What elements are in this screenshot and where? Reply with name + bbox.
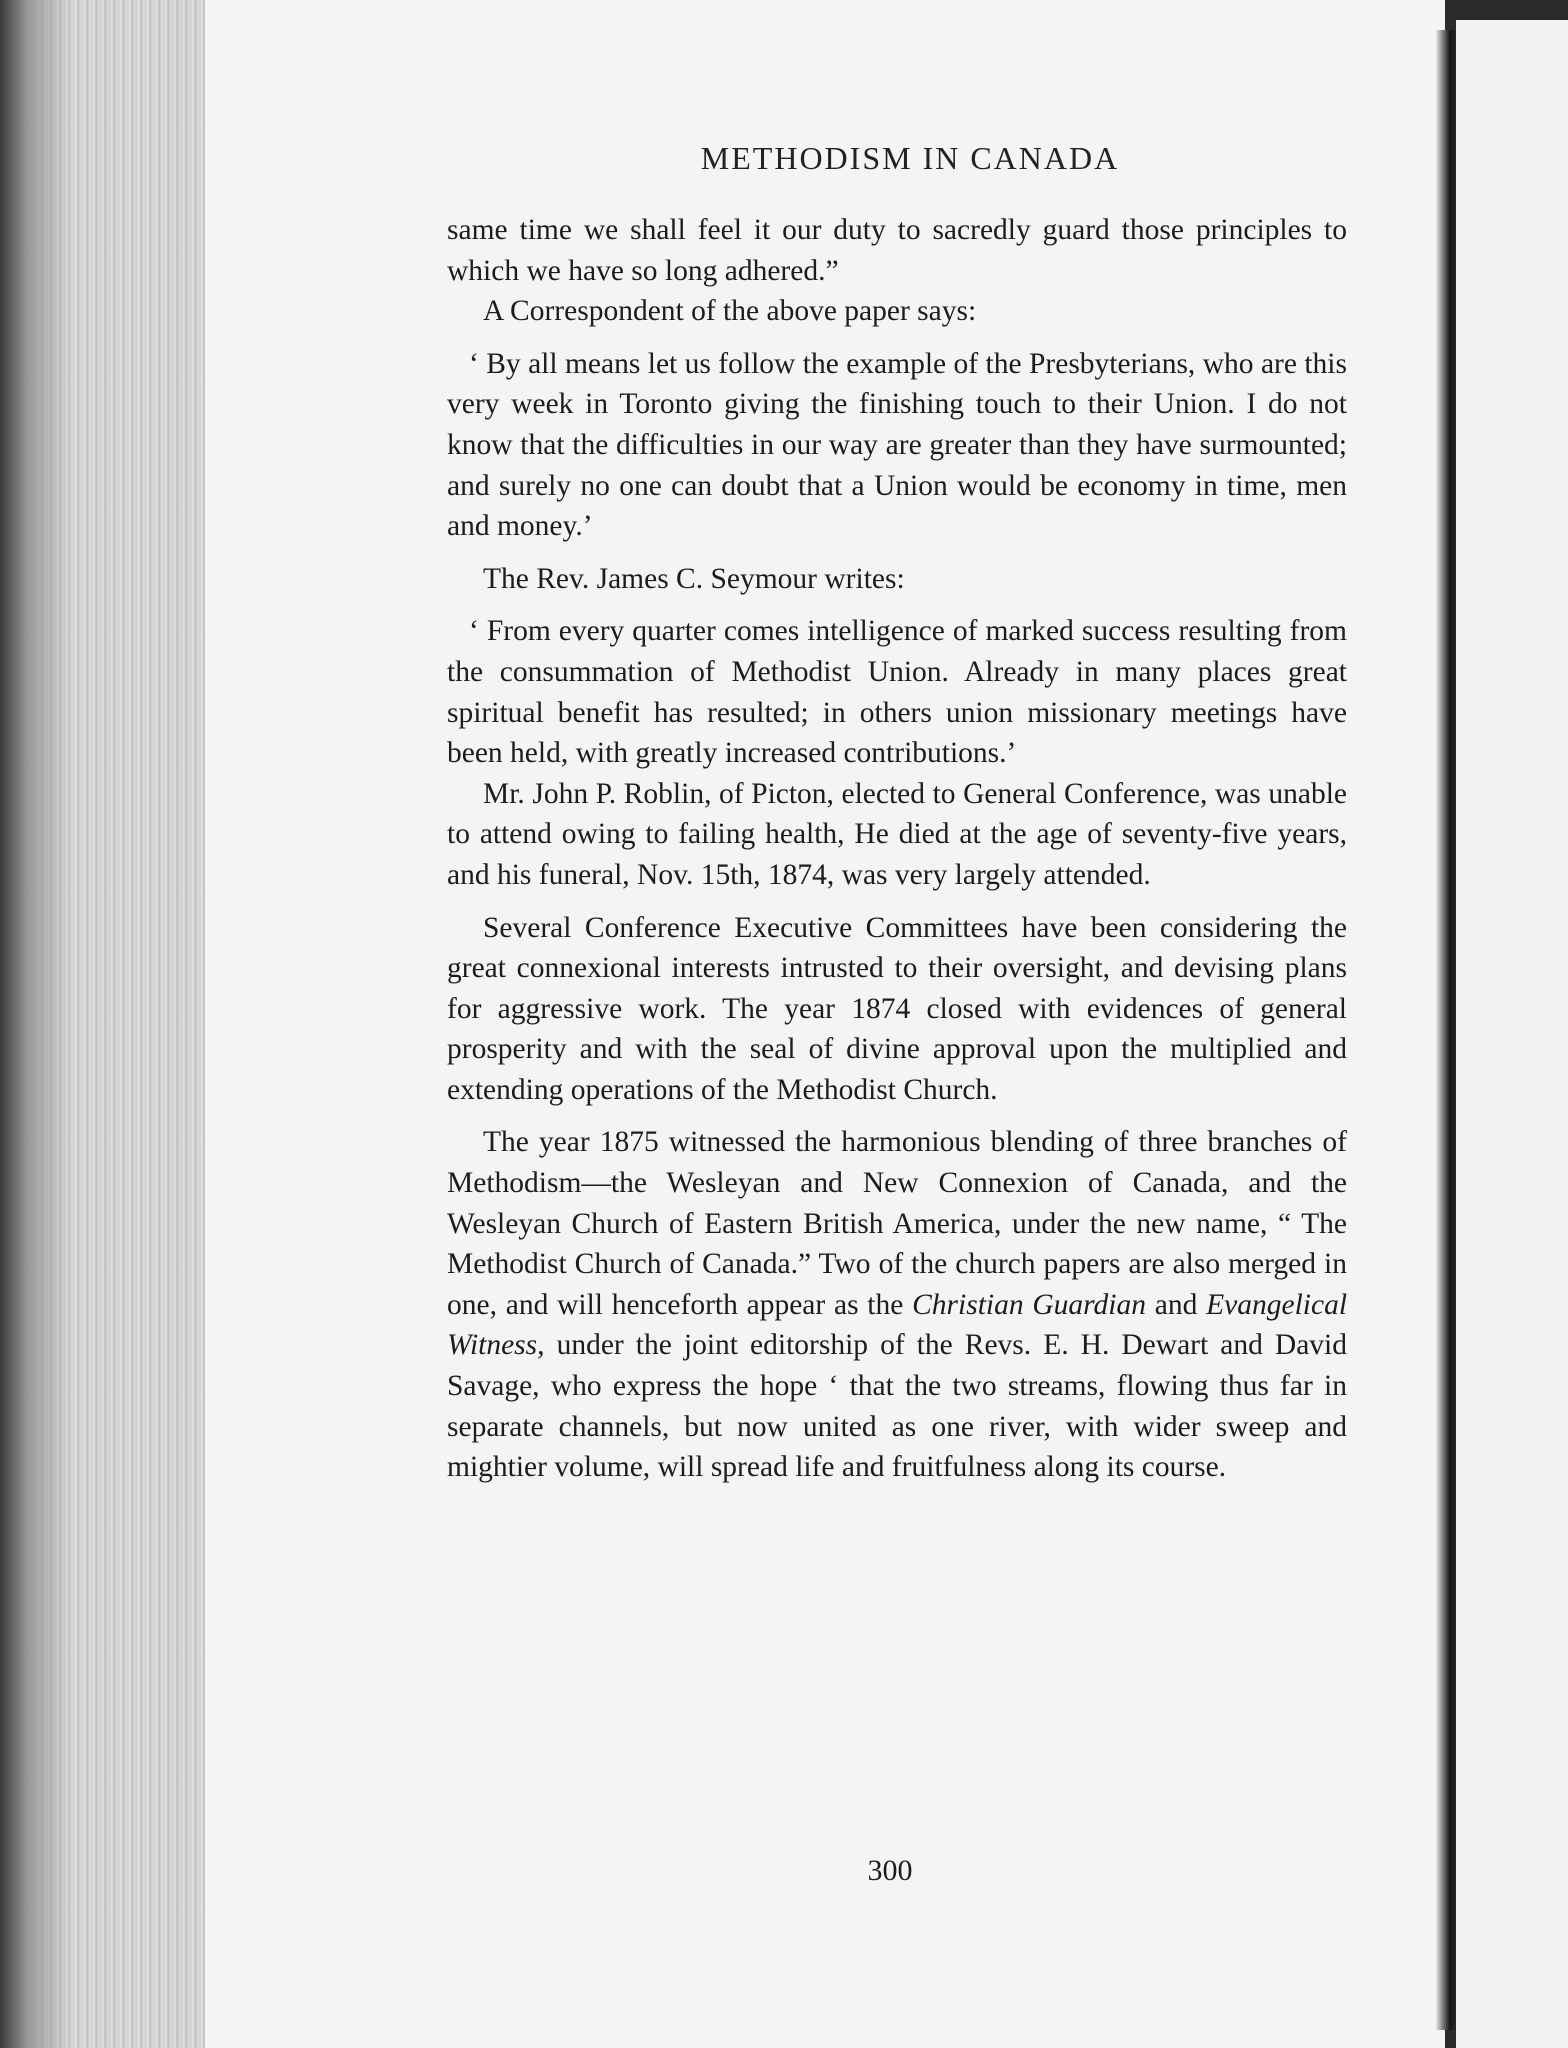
quotation: ‘ From every quarter comes intelligence of marked success resulting from the consummation of Methodist Union. Already in many places great spiritual benefit has resulted; in others union missionary meetings have been held, with greatly increased contributions.’ xyxy=(447,615,1347,770)
paragraph-text: The year 1875 witnessed the harmonious blending of three branches of Methodism—the Wesleyan and New Connexion of Canada, and the Wesleyan Church of Eastern British America, under the new name, “ The Methodist Church of Canada.” Two of the church papers are also merged in one, and will henceforth appear as the xyxy=(447,1126,1347,1321)
book-gutter xyxy=(1436,30,1456,2030)
body-text xyxy=(447,210,1347,1488)
paragraph: Several Conference Executive Committees have been considering the great connexional interests intrusted to their oversight, and devising plans for aggressive work. The year 1874 closed with evidences of general prosperity and with the seal of divine approval upon the multiplied and extending operations of the Methodist Church. xyxy=(447,911,1347,1106)
paragraph: Mr. John P. Roblin, of Picton, elected to General Conference, was unable to attend owing to failing health, He died at the age of seventy-five years, and his funeral, Nov. 15th, 1874, was very largely attended. xyxy=(447,777,1347,891)
paragraph-text: and xyxy=(1146,1288,1207,1321)
publication-title: Christian Guardian xyxy=(912,1288,1146,1321)
paragraph-text: under the joint editorship of the Revs. E. H. Dewart and David Savage, who express the hope ‘ that the two streams, flowing thus far in separate channels, but now united as one river, with wider sweep and mightier volume, will spread life and fruitfulness along its course. xyxy=(447,1329,1347,1484)
publication-title: Evangelical Witness, xyxy=(447,1288,1348,1362)
paragraph: The Rev. James C. Seymour writes: xyxy=(483,562,905,595)
running-header: METHODISM IN CANADA xyxy=(700,140,1120,176)
page-number: 300 xyxy=(867,1854,913,1887)
facing-page xyxy=(1456,20,1568,2048)
paragraph: A Correspondent of the above paper says: xyxy=(483,295,977,328)
page-edge-shadow xyxy=(0,0,70,2048)
paragraph xyxy=(447,1122,1347,1487)
quotation: ‘ By all means let us follow the example of the Presbyterians, who are this very week in Toronto giving the finishing touch to their Union. I do not know that the difficulties in our way are greater than they have surmounted; and surely no one can doubt that a Union would be economy in time, men and money.’ xyxy=(447,347,1347,543)
paragraph: same time we shall feel it our duty to sacredly guard those principles to which we have so long adhered.” xyxy=(447,214,1347,287)
